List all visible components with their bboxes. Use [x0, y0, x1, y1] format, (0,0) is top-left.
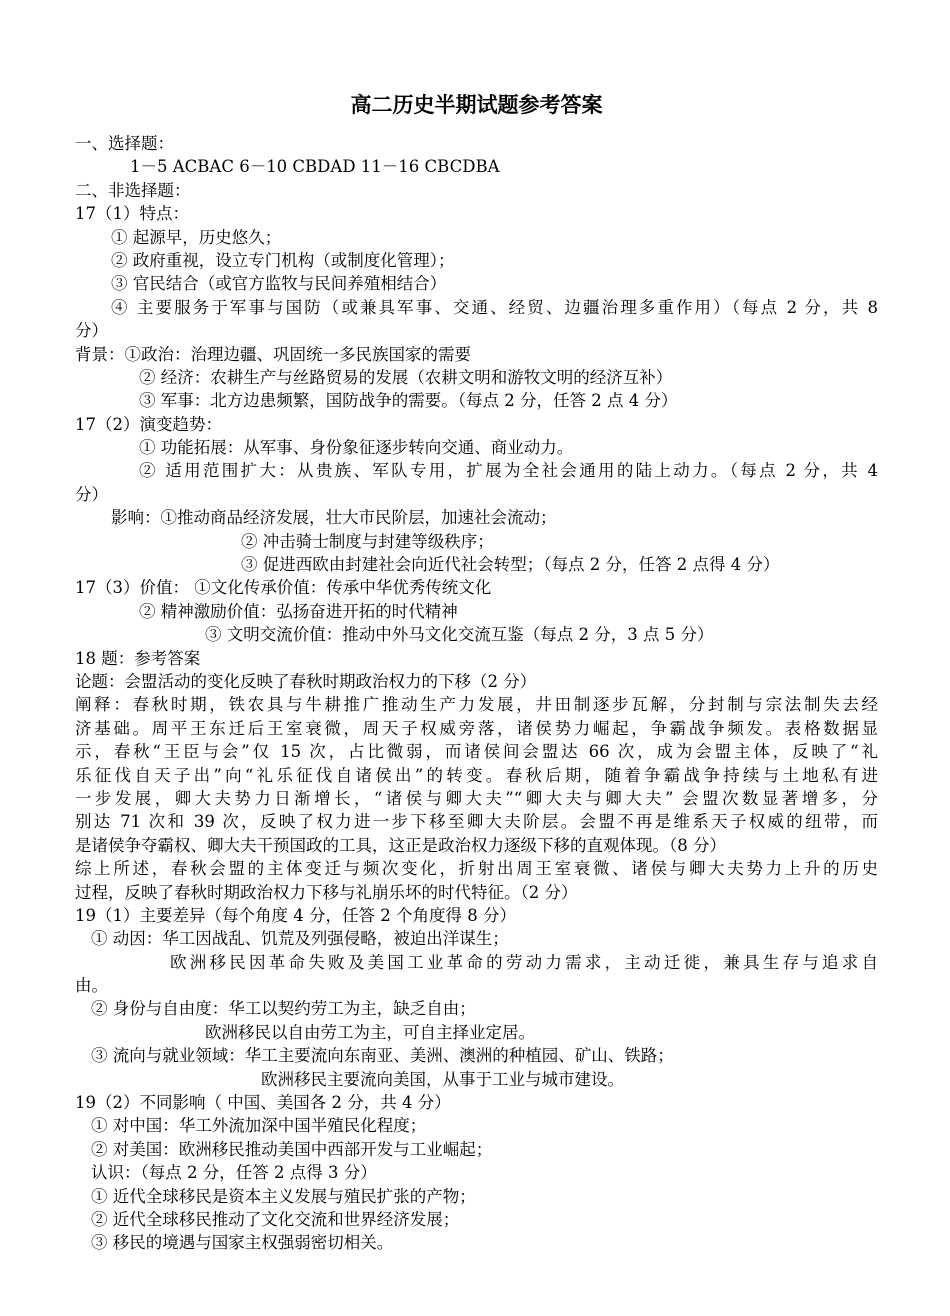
answer-line: ② 近代全球移民推动了文化交流和世界经济发展； [91, 1209, 460, 1229]
answer-line: 17（1）特点： [75, 204, 189, 224]
answer-line: ② 经济：农耕生产与丝路贸易的发展（农耕文明和游牧文明的经济互补） [139, 367, 673, 387]
answer-line: 乐征伐自天子出”向“礼乐征伐自诸侯出”的转变。春秋后期，随着争霸战争持续与土地私有进 [75, 765, 878, 785]
answer-line: 17（3）价值： ①文化传承价值：传承中华优秀传统文化 [75, 578, 492, 598]
answer-line: ③ 流向与就业领域：华工主要流向东南亚、美洲、澳洲的种植园、矿山、铁路； [91, 1046, 674, 1066]
answer-line: 济基础。周平王东迁后王室衰微，周天子权威旁落，诸侯势力崛起，争霸战争频发。表格数据显 [75, 718, 878, 738]
answer-line: 论题：会盟活动的变化反映了春秋时期政治权力的下移（2 分） [75, 671, 537, 691]
answer-line: ② 对美国：欧洲移民推动美国中西部开发与工业崛起； [91, 1139, 493, 1159]
answer-line: 别达 71 次和 39 次，反映了权力进一步下移至卿大夫阶层。会盟不再是维系天子权威的纽带，而 [75, 812, 878, 832]
answer-line: 二、非选择题： [75, 180, 191, 200]
answer-line: 阐释：春秋时期，铁农具与牛耕推广推动生产力发展，井田制逐步瓦解，分封制与宗法制失去经 [75, 695, 878, 715]
answer-line: ② 政府重视，设立专门机构（或制度化管理）； [111, 250, 455, 270]
answer-line: ① 起源早，历史悠久； [111, 227, 282, 247]
answer-line: ① 对中国：华工外流加深中国半殖民化程度； [91, 1116, 427, 1136]
answer-line: ③ 移民的境遇与国家主权强弱密切相关。 [91, 1233, 394, 1253]
answer-line: ④ 主要服务于军事与国防（或兼具军事、交通、经贸、边疆治理多重作用）（每点 2 分，共 8 [111, 297, 878, 317]
answer-line: 过程，反映了春秋时期政治权力下移与礼崩乐坏的时代特征。（2 分） [75, 882, 578, 902]
answer-line: 1－5 ACBAC 6－10 CBDAD 11－16 CBCDBA [130, 157, 500, 177]
answer-line: 综上所述，春秋会盟的主体变迁与频次变化，折射出周王室衰微、诸侯与卿大夫势力上升的历史 [75, 859, 878, 879]
answer-line: 分） [75, 484, 108, 504]
answer-line: ② 冲击骑士制度与封建等级秩序； [241, 531, 494, 551]
document-title: 高二历史半期试题参考答案 [350, 93, 603, 117]
answer-line: ② 身份与自由度：华工以契约劳工为主，缺乏自由； [91, 999, 476, 1019]
answer-line: 19（1）主要差异（每个角度 4 分，任答 2 个角度得 8 分） [75, 905, 516, 925]
answer-line: ③ 促进西欧由封建社会向近代社会转型；（每点 2 分，任答 2 点得 4 分） [241, 555, 780, 575]
answer-line: ③ 军事：北方边患频繁，国防战争的需要。（每点 2 分，任答 2 点 4 分） [139, 391, 678, 411]
answer-line: 是诸侯争夺霸权、卿大夫干预国政的工具，这正是政治权力逐级下移的直观体现。（8 分） [75, 835, 726, 855]
answer-line: 背景：①政治：治理边疆、巩固统一多民族国家的需要 [75, 344, 471, 364]
answer-line: 欧洲移民因革命失败及美国工业革命的劳动力需求，主动迁徙，兼具生存与追求自 [170, 952, 878, 972]
answer-line: 18 题：参考答案 [75, 648, 201, 668]
answer-line: ② 适用范围扩大：从贵族、军队专用，扩展为全社会通用的陆上动力。（每点 2 分，共 4 [139, 461, 878, 481]
answer-line: 19（2）不同影响（ 中国、美国各 2 分，共 4 分） [75, 1093, 451, 1113]
answer-line: ③ 官民结合（或官方监牧与民间养殖相结合） [111, 274, 447, 294]
answer-body [75, 132, 878, 1255]
answer-line: 影响：①推动商品经济发展，壮大市民阶层，加速社会流动； [111, 508, 557, 528]
answer-line: 欧洲移民以自由劳工为主，可自主择业定居。 [205, 1022, 535, 1042]
answer-line: ③ 文明交流价值：推动中外马文化交流互鉴（每点 2 分，3 点 5 分） [205, 625, 714, 645]
answer-line: ① 功能拓展：从军事、身份象征逐步转向交通、商业动力。 [139, 438, 574, 458]
answer-line: 示，春秋“王臣与会”仅 15 次，占比微弱，而诸侯间会盟达 66 次，成为会盟主体，反映了“礼 [75, 742, 878, 762]
answer-line: 由。 [75, 976, 108, 996]
answer-line: 17（2）演变趋势： [75, 414, 222, 434]
answer-line: ① 动因：华工因战乱、饥荒及列强侵略，被迫出洋谋生； [91, 929, 509, 949]
answer-line: 一、选择题： [75, 134, 174, 153]
answer-line: 欧洲移民主要流向美国，从事于工业与城市建设。 [261, 1069, 624, 1089]
answer-line: 认识：（每点 2 分，任答 2 点得 3 分） [91, 1163, 377, 1183]
answer-line: ① 近代全球移民是资本主义发展与殖民扩张的产物； [91, 1186, 476, 1206]
answer-line: 分） [75, 321, 108, 341]
answer-line: 一步发展，卿大夫势力日渐增长，“诸侯与卿大夫”“卿大夫与卿大夫” 会盟次数显著增多，分 [75, 788, 878, 808]
answer-line: ② 精神激励价值：弘扬奋进开拓的时代精神 [139, 601, 458, 621]
